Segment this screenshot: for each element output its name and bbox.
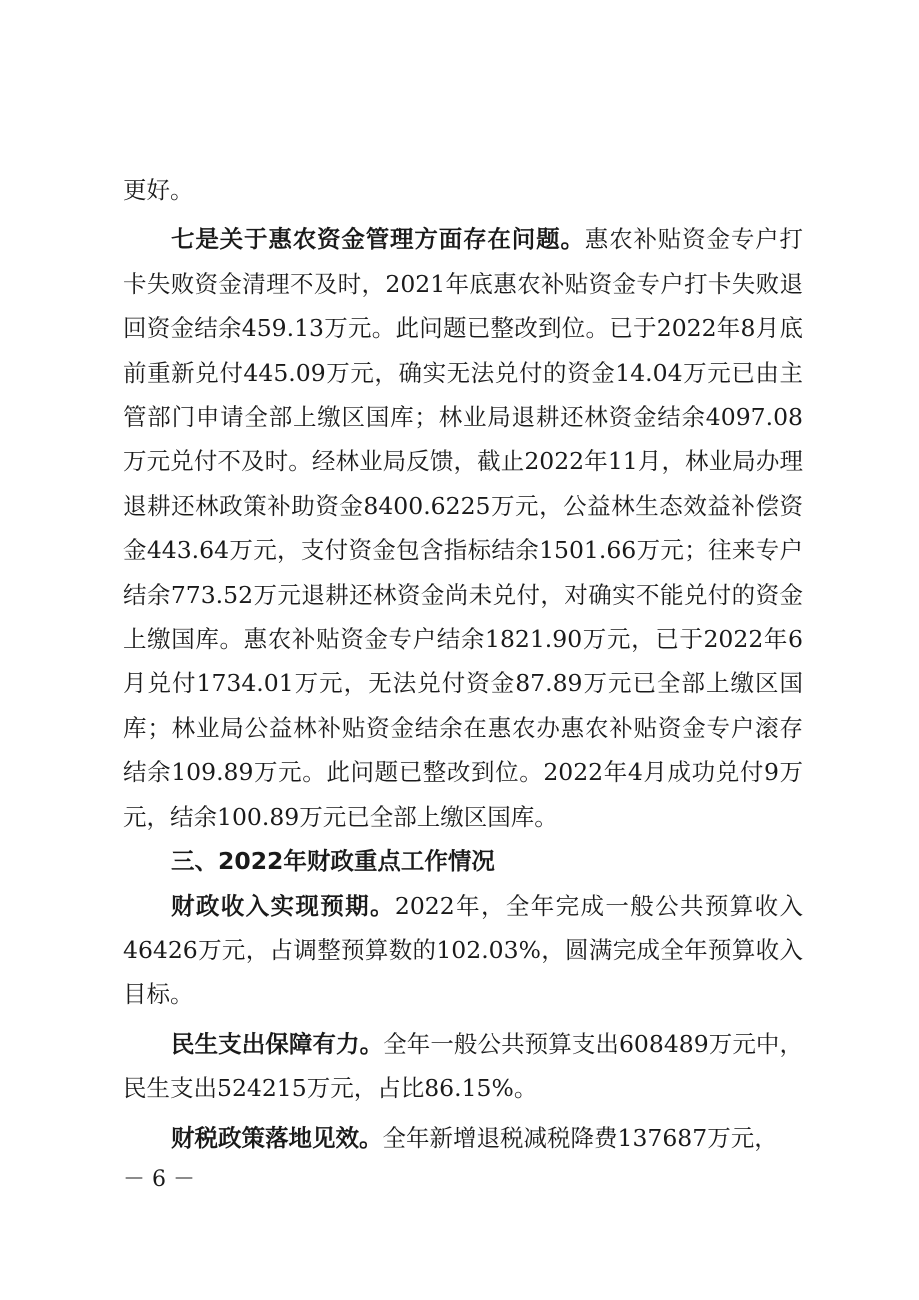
section-heading: 三、2022年财政重点工作情况 <box>171 847 495 876</box>
paragraph-text: 更好。 <box>123 176 194 204</box>
paragraph-lead: 财税政策落地见效。 <box>171 1123 383 1152</box>
paragraph-lead: 财政收入实现预期。 <box>171 891 395 920</box>
paragraph-text: 全年一般公共预算支出608489万元中，民生支出524215万元，占比86.15%。 <box>123 1029 803 1103</box>
paragraph-text: 惠农补贴资金专户打卡失败资金清理不及时，2021年底惠农补贴资金专户打卡失败退回资金结余459.13万元。此问题已整改到位。已于2022年8月底前重新兑付445.09万元，确实无法兑付的资金14.04万元已由主管部门申请全部上缴区国库；林业局退耕还林资金结余4097.08万元兑付不及时。经林业局反馈，截止2022年11月，林业局办理退耕还林政策补助资金8400.6225万元，公益林生态效益补偿资金443.64万元，支付资金包含指标结余1501.66万元；往来专户结余773.52万元退耕还林资金尚未兑付，对确实不能兑付的资金上缴国库。惠农补贴资金专户结余1821.90万元，已于2022年6月兑付1734.01万元，无法兑付资金87.89万元已全部上缴区国库；林业局公益林补贴资金结余在惠农办惠农补贴资金专户滚存结余109.89万元。此问题已整改到位。2022年4月成功兑付9万元，结余100.89万元已全部上缴区国库。 <box>123 225 804 831</box>
paragraph-continuation <box>123 168 803 212</box>
paragraph-lead: 七是关于惠农资金管理方面存在问题。 <box>171 225 585 254</box>
paragraph-huinong-funds <box>123 217 803 839</box>
paragraph-text: 2022年，全年完成一般公共预算收入46426万元，占调整预算数的102.03%，圆满完成全年预算收入目标。 <box>123 891 803 1009</box>
document-body <box>123 168 803 1160</box>
paragraph-text: 全年新增退税减税降费137687万元， <box>382 1123 778 1152</box>
paragraph-livelihood <box>123 1022 803 1111</box>
paragraph-tax-policy <box>123 1116 803 1160</box>
page-number: － 6 － <box>123 1167 195 1192</box>
paragraph-lead: 民生支出保障有力。 <box>171 1029 384 1058</box>
paragraph-revenue <box>123 884 803 1017</box>
